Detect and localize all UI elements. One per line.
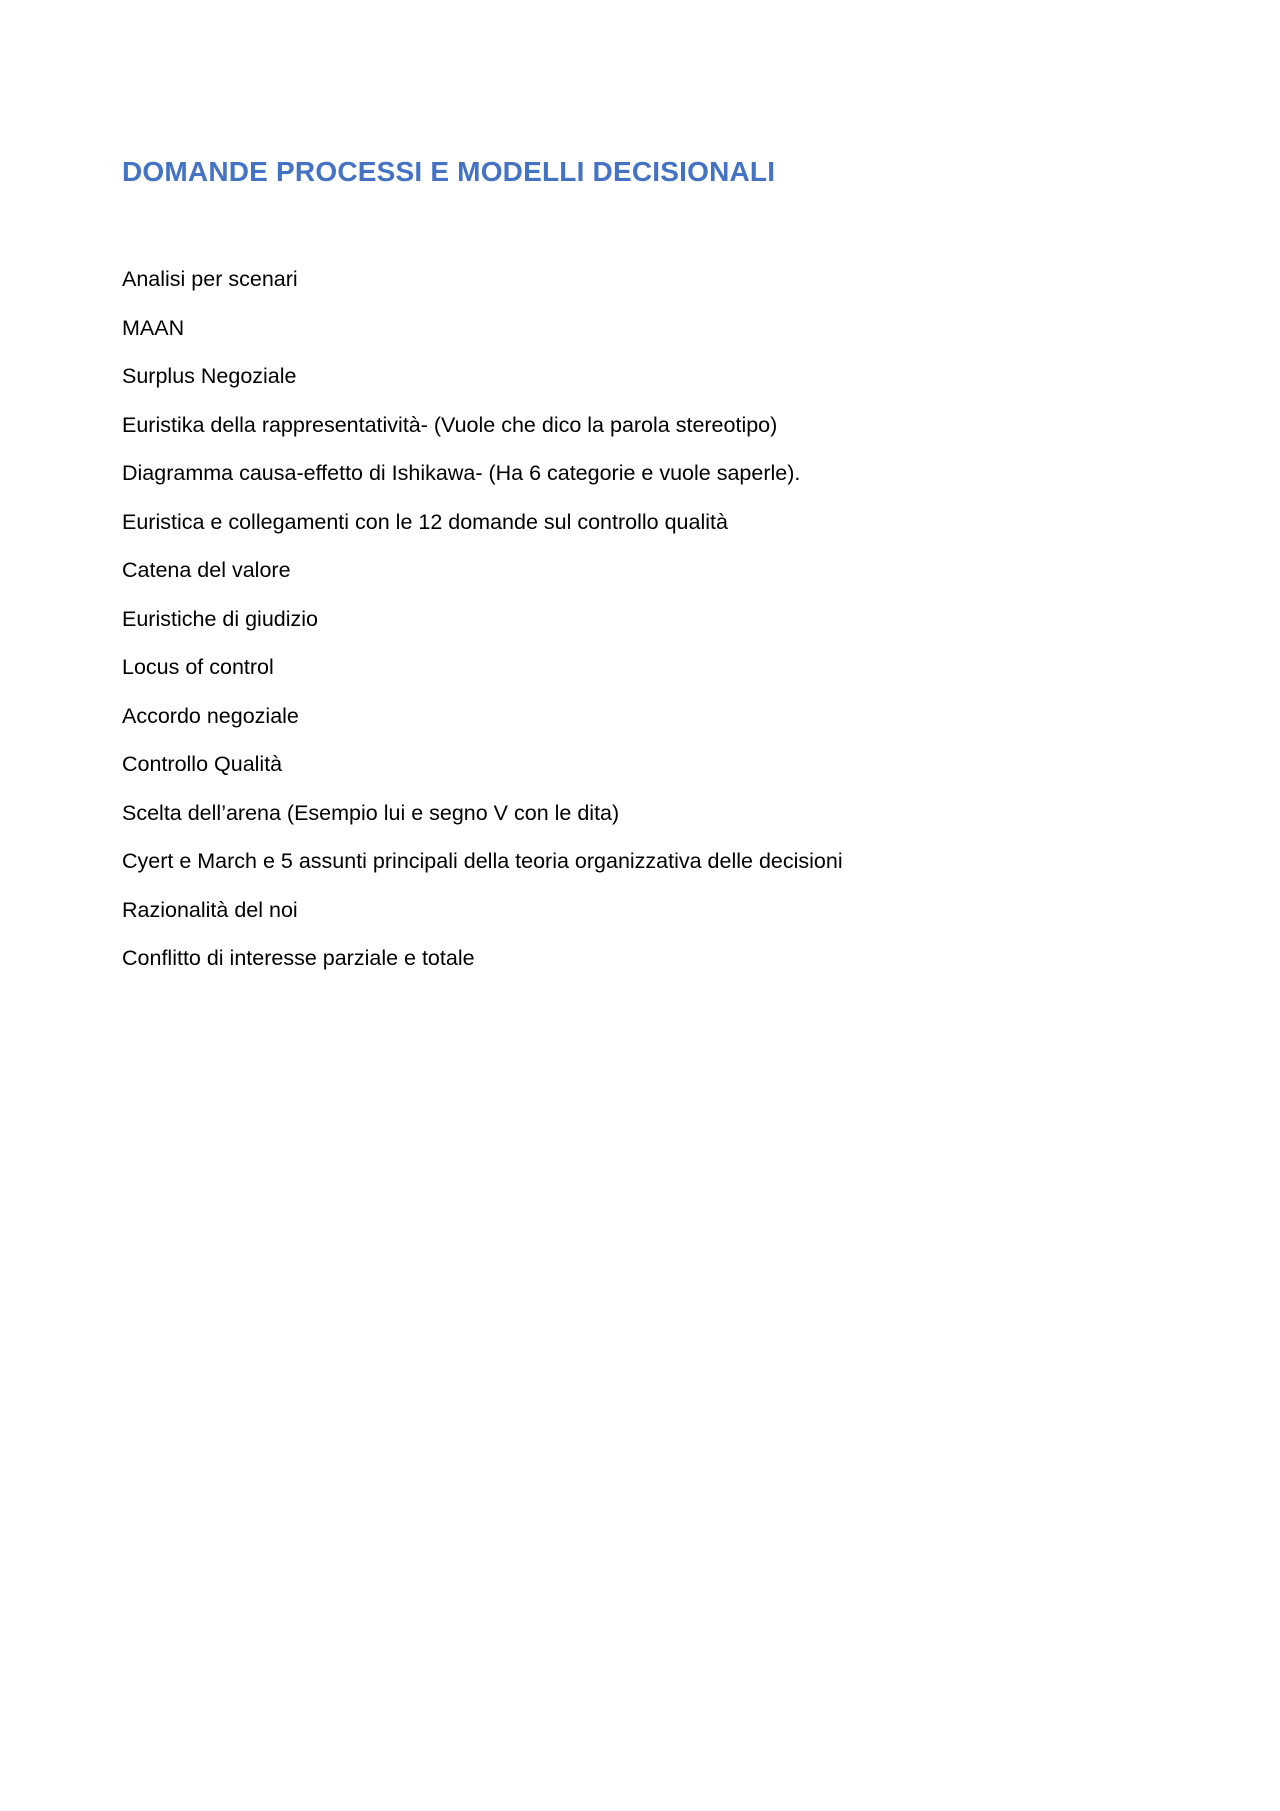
question-list [122, 265, 843, 993]
question-item: Razionalità del noi [122, 897, 298, 922]
question-item: Accordo negoziale [122, 703, 299, 728]
question-item: Diagramma causa-effetto di Ishikawa- (Ha 6 categorie e vuole saperle). [122, 461, 801, 485]
question-item: Euristika della rappresentatività- (Vuole che dico la parola stereotipo) [122, 412, 778, 437]
document-title: DOMANDE PROCESSI E MODELLI DECISIONALI [122, 156, 776, 187]
question-item: Locus of control [122, 655, 274, 679]
question-item: Surplus Negoziale [122, 364, 297, 388]
question-item: Euristica e collegamenti con le 12 domande sul controllo qualità [122, 509, 728, 534]
question-item: Conflitto di interesse parziale e totale [122, 946, 475, 970]
question-item: Euristiche di giudizio [122, 606, 318, 631]
question-item: Catena del valore [122, 558, 291, 582]
question-item: Controllo Qualità [122, 752, 283, 776]
question-item: Analisi per scenari [122, 267, 298, 291]
question-item: Scelta dell’arena (Esempio lui e segno V con le dita) [122, 800, 620, 825]
question-item: Cyert e March e 5 assunti principali della teoria organizzativa delle decisioni [122, 849, 843, 873]
question-item: MAAN [122, 315, 185, 340]
